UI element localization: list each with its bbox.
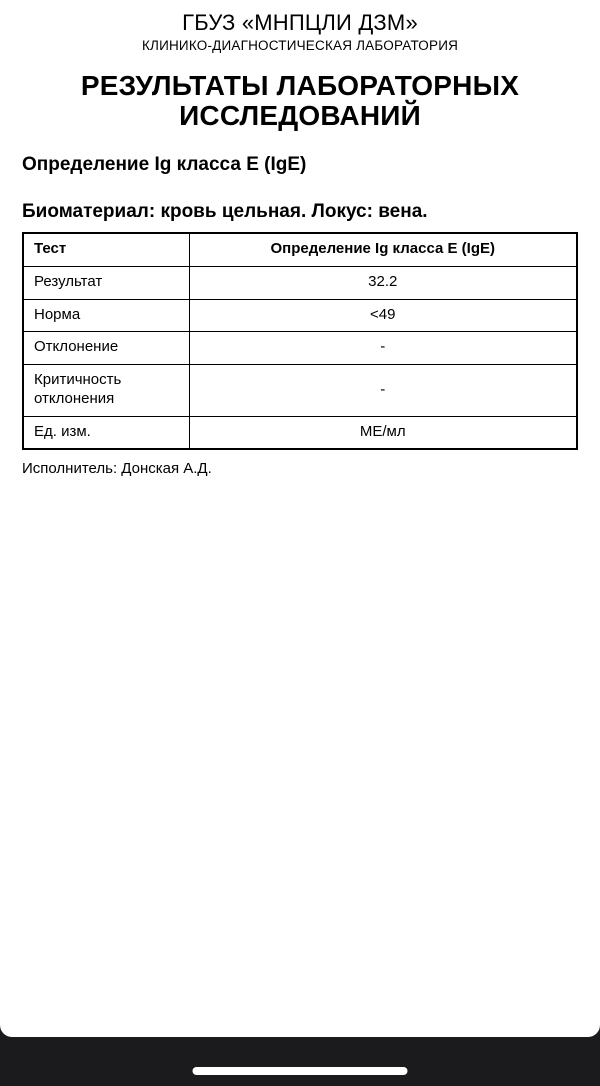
row-label: Результат — [23, 266, 189, 299]
table-header-value: Определение Ig класса E (IgE) — [189, 233, 577, 266]
row-value: 32.2 — [189, 266, 577, 299]
row-value: - — [189, 332, 577, 365]
table-row — [23, 416, 577, 449]
row-label: Критичность отклонения — [23, 365, 189, 417]
table-header-label: Тест — [23, 233, 189, 266]
table-row — [23, 365, 577, 417]
table-row — [23, 332, 577, 365]
organization-name: ГБУЗ «МНПЦЛИ ДЗМ» — [182, 10, 418, 35]
results-table — [22, 232, 578, 450]
biomaterial-heading: Биоматериал: кровь цельная. Локус: вена. — [22, 201, 428, 223]
row-label: Норма — [23, 299, 189, 332]
row-value: - — [189, 365, 577, 417]
row-value: <49 — [189, 299, 577, 332]
table-row — [23, 299, 577, 332]
page-title: РЕЗУЛЬТАТЫ ЛАБОРАТОРНЫХ ИССЛЕДОВАНИЙ — [80, 70, 520, 131]
results-table-head — [23, 233, 577, 266]
row-label: Ед. изм. — [23, 416, 189, 449]
results-table-body — [23, 266, 577, 449]
laboratory-name: КЛИНИКО-ДИАГНОСТИЧЕСКАЯ ЛАБОРАТОРИЯ — [141, 38, 459, 54]
executor-line: Исполнитель: Донская А.Д. — [22, 460, 212, 478]
home-indicator[interactable] — [193, 1067, 408, 1075]
test-name-heading: Определение Ig класса E (IgE) — [22, 154, 307, 176]
table-row — [23, 266, 577, 299]
table-header-row — [23, 233, 577, 266]
row-label: Отклонение — [23, 332, 189, 365]
row-value: МЕ/мл — [189, 416, 577, 449]
